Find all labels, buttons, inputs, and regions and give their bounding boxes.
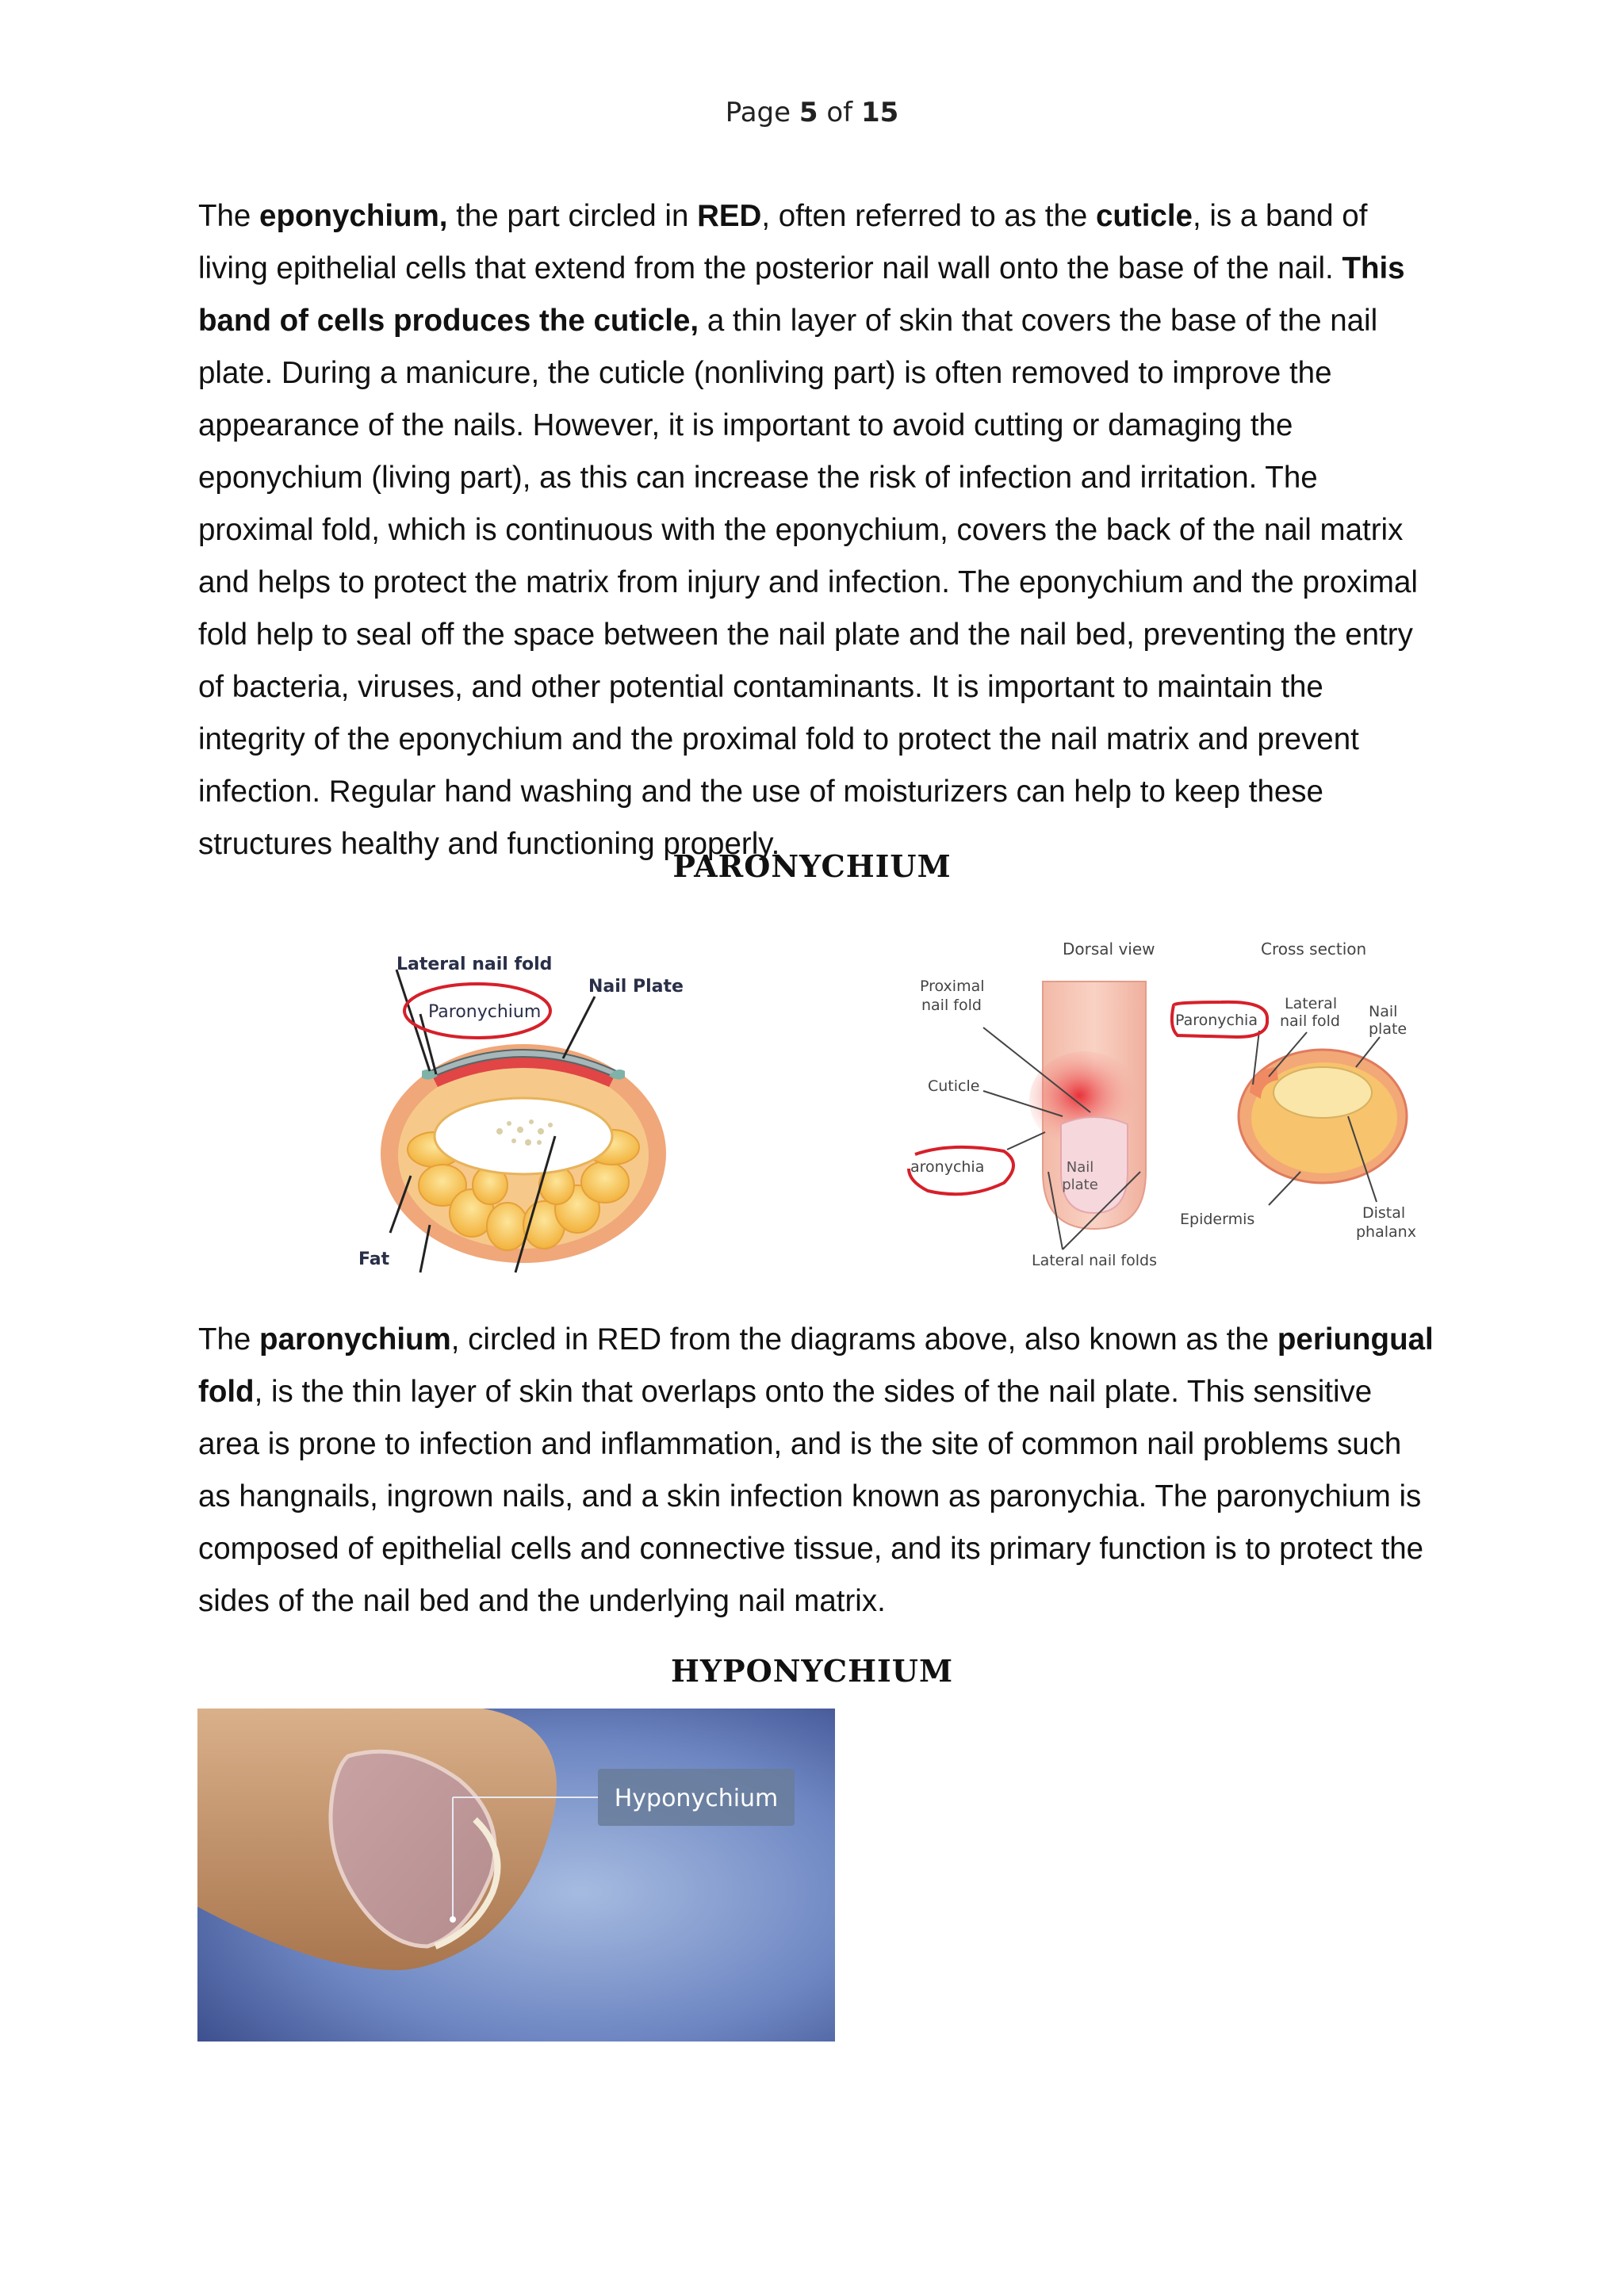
pointer-dot [450, 1916, 456, 1923]
label-distal-line1: Distal [1362, 1204, 1406, 1222]
label-lateral-nail-folds: Lateral nail folds [1032, 1252, 1157, 1269]
paronychium-heading: PARONYCHIUM [672, 848, 952, 884]
label-fat: Fat [358, 1249, 390, 1269]
text-run: The [198, 1322, 260, 1357]
leader-line [1007, 1132, 1045, 1150]
paronychium-cross-section-diagram [341, 947, 706, 1288]
label-nail-line1: Nail [1369, 1003, 1398, 1020]
bold-term-cuticle: cuticle [1095, 199, 1193, 233]
label-nail-line2: plate [1369, 1020, 1408, 1038]
speckle [529, 1119, 534, 1124]
speckle [511, 1138, 516, 1143]
bold-term-red: RED [697, 199, 762, 233]
label-nail-plate-line1: Nail [1066, 1159, 1094, 1176]
text-run: , is a band of living epithelial cells that extend from the posterior nail wall onto the base of the nail. [198, 199, 1368, 285]
bold-term-eponychium: eponychium, [259, 199, 448, 233]
label-lateral-line1: Lateral [1285, 995, 1338, 1012]
text-run: , is the thin layer of skin that overlaps onto the sides of the nail plate. This sensitive area is prone to infection and inflammation, and is the site of common nail problems such as hangnails, ingrown nails, and a skin infection known as paronychia. The paronychium is composed of epithelial cells and connective tissue, and its primary function is to protect the sides of the nail bed and the underlying nail matrix. [198, 1375, 1424, 1618]
page-number [0, 97, 1624, 128]
lobule [581, 1161, 629, 1203]
speckle [548, 1123, 553, 1127]
text-run: the part circled in [447, 199, 698, 233]
label-epidermis: Epidermis [1180, 1211, 1255, 1228]
label-lateral-nail-fold: Lateral nail fold [396, 955, 553, 974]
label-paronychium: Paronychium [428, 1002, 542, 1022]
page-label: Page [725, 97, 791, 128]
paronychia-dorsal-cross-diagram [904, 934, 1419, 1283]
label-paronychia-right: Paronychia [1175, 1012, 1258, 1029]
bold-term-paronychium: paronychium [259, 1322, 451, 1357]
speckle [507, 1121, 511, 1126]
page-total: 15 [860, 97, 899, 128]
bold-sentence: This band of cells produces the cuticle, [198, 251, 1405, 338]
page-of-label: of [826, 97, 853, 128]
label-distal-line2: phalanx [1356, 1223, 1416, 1241]
page-current: 5 [799, 97, 818, 128]
label-dorsal-view: Dorsal view [1063, 939, 1155, 959]
label-nail-plate-line2: plate [1062, 1177, 1098, 1193]
bold-term-periungual-fold: periungual fold [198, 1322, 1434, 1409]
label-proximal-line1: Proximal [920, 978, 985, 995]
speckle [525, 1139, 531, 1146]
eponychium-paragraph [198, 190, 1435, 871]
speckle [496, 1128, 503, 1135]
label-nail-plate: Nail Plate [588, 977, 684, 997]
paronychium-paragraph [198, 1314, 1435, 1628]
label-proximal-line2: nail fold [921, 997, 982, 1014]
label-cuticle: Cuticle [928, 1077, 980, 1095]
label-hyponychium: Hyponychium [614, 1785, 779, 1812]
text-run: a thin layer of skin that covers the base of the nail plate. During a manicure, the cuticle (nonliving part) is often removed to improve the appearance of the nails. However, it is important to avoid cutting or damaging the eponychium (living part), as this can increase the risk of infection and irritation. The proximal fold, which is continuous with the eponychium, covers the back of the nail matrix and helps to protect the matrix from injury and infection. The eponychium and the proximal fold help to seal off the space between the nail plate and the nail bed, preventing the entry of bacteria, viruses, and other potential contaminants. It is important to maintain the integrity of the eponychium and the proximal fold to protect the nail matrix and prevent infection. Regular hand washing and the use of moisturizers can help to keep these structures healthy and functioning properly. [198, 304, 1418, 861]
text-run: The [198, 199, 260, 233]
bone [435, 1098, 612, 1174]
label-paronychia-left: aronychia [910, 1158, 985, 1176]
speckle [538, 1128, 544, 1135]
label-lateral-line2: nail fold [1280, 1012, 1340, 1030]
label-cross-section: Cross section [1261, 939, 1367, 959]
hyponychium-image [197, 1709, 835, 2042]
text-run: , circled in RED from the diagrams above, also known as the [450, 1322, 1277, 1357]
leader-line [396, 970, 430, 1071]
text-run: , often referred to as the [761, 199, 1096, 233]
lobule [487, 1203, 528, 1250]
hyponychium-heading: HYPONYCHIUM [670, 1653, 954, 1689]
cross-section-bone [1274, 1067, 1372, 1118]
speckle [537, 1140, 542, 1145]
speckle [517, 1127, 523, 1133]
leader-line [563, 997, 595, 1058]
